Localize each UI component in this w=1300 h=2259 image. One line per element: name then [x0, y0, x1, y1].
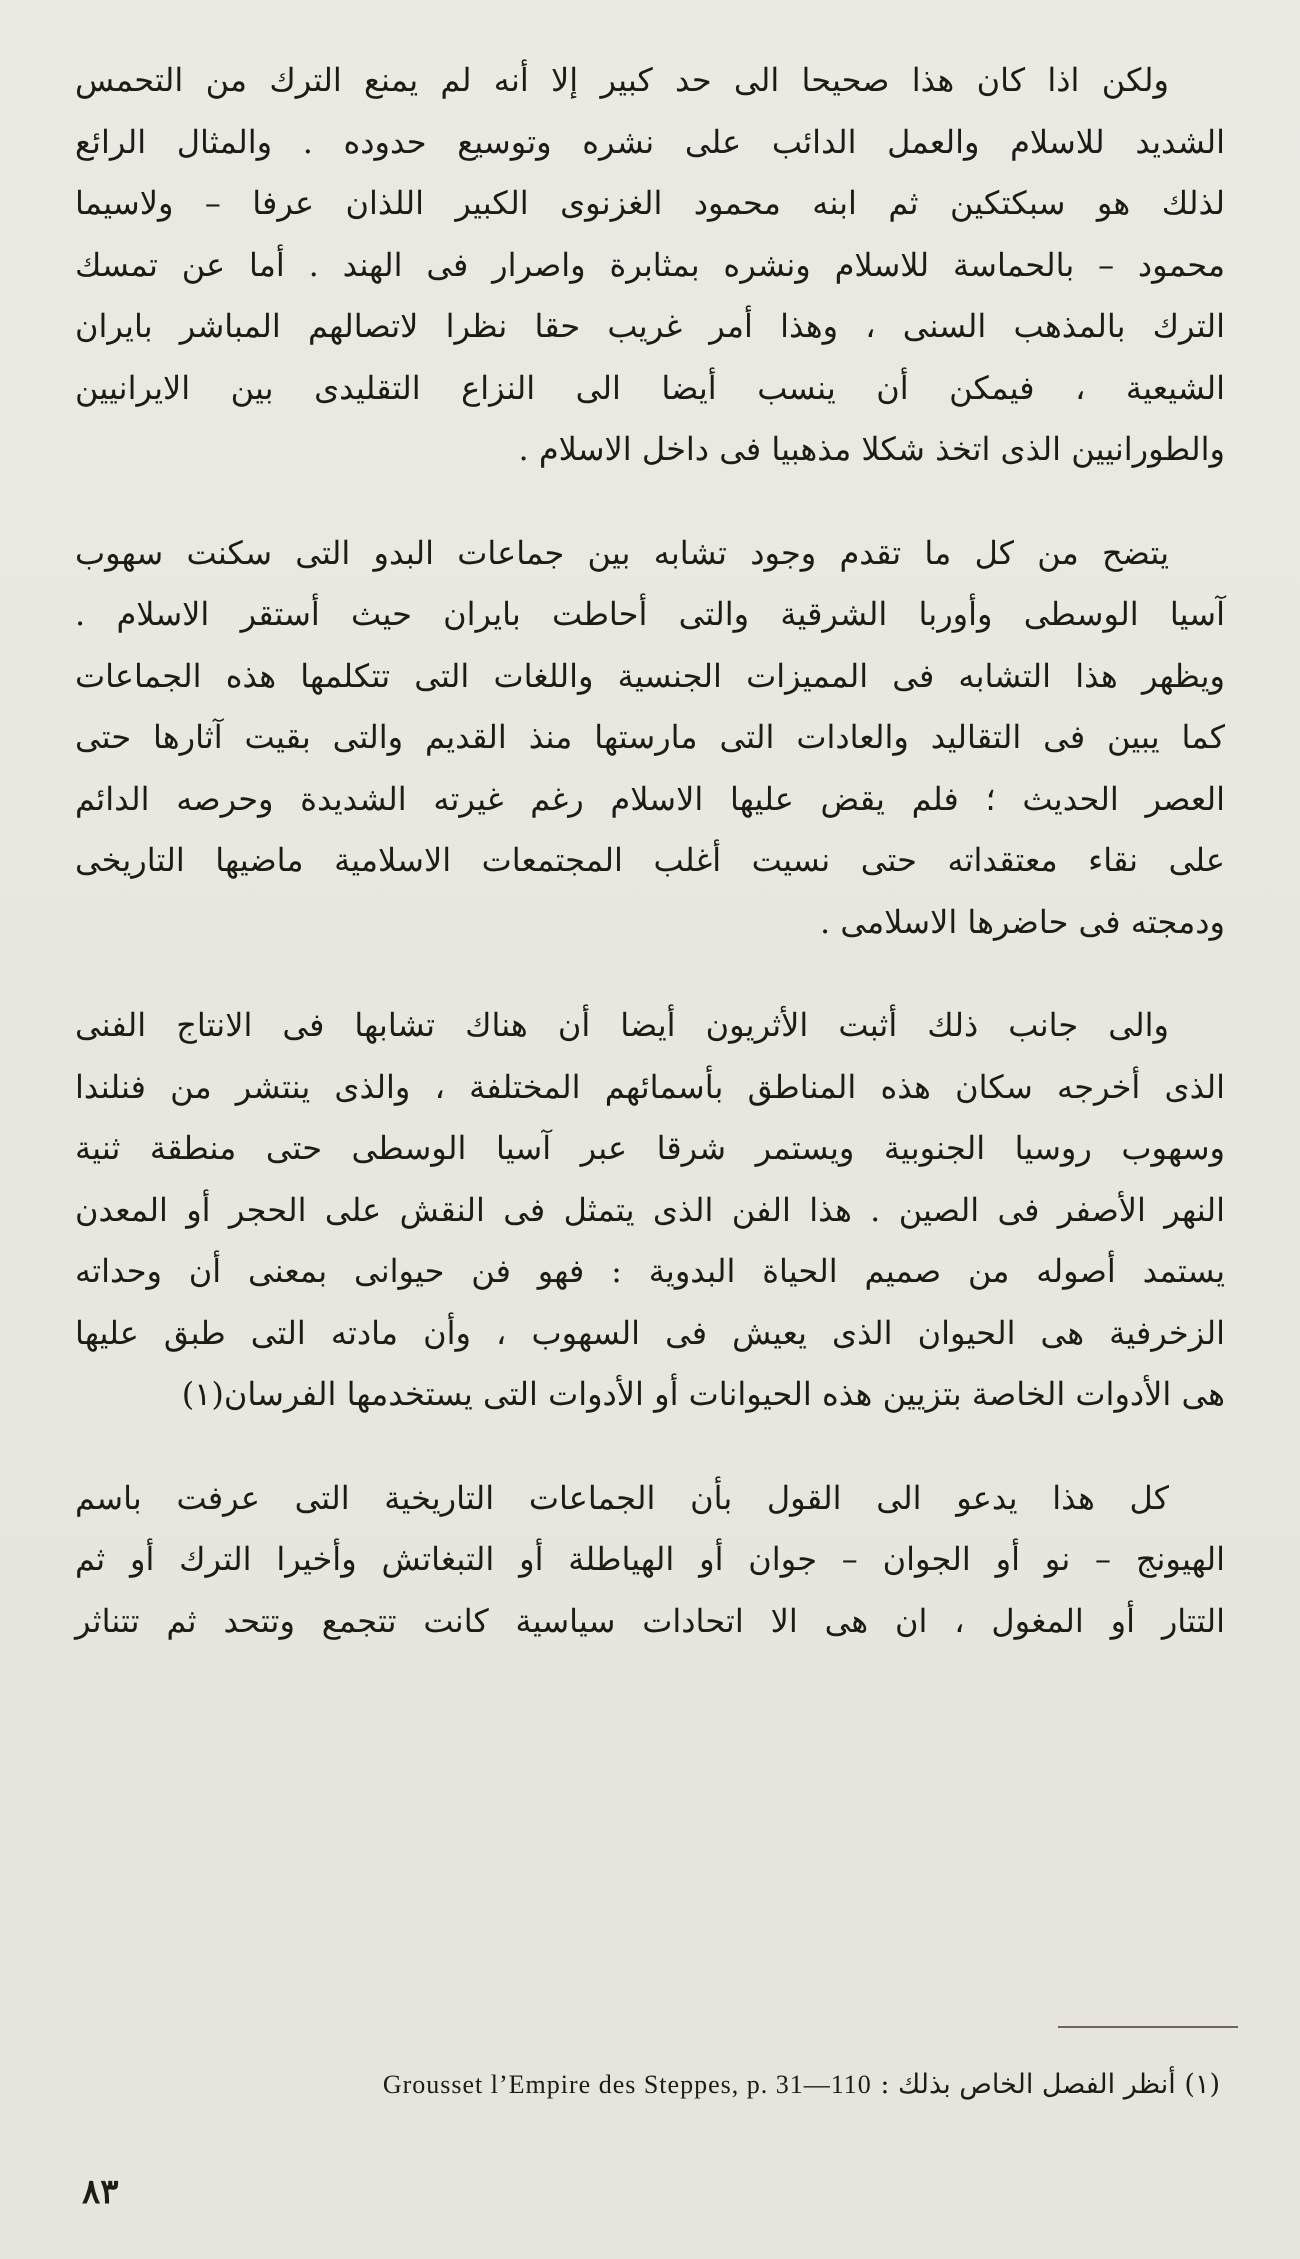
- text-line: محمود – بالحماسة للاسلام ونشره بمثابرة واصرار فى الهند . أما عن تمسك: [75, 245, 1225, 284]
- paragraph-1: [75, 50, 1225, 481]
- page-number: ٨٣: [82, 2172, 119, 2212]
- text-line: ودمجته فى حاضرها الاسلامى .: [820, 902, 1225, 941]
- text-line: الهيونج – نو أو الجوان – جوان أو الهياطلة أو التبغاتش وأخيرا الترك أو ثم: [75, 1540, 1225, 1578]
- text-line: ويظهر هذا التشابه فى المميزات الجنسية واللغات التى تتكلمها هذه الجماعات: [75, 656, 1226, 695]
- text-line: التتار أو المغول ، ان هى الا اتحادات سياسية كانت تتجمع وتتحد ثم تتناثر: [75, 1601, 1225, 1640]
- paragraph-2: [75, 523, 1225, 954]
- text-line: هى الأدوات الخاصة بتزيين هذه الحيوانات أو الأدوات التى يستخدمها الفرسان(١): [181, 1375, 1225, 1413]
- text-line: ولكن اذا كان هذا صحيحا الى حد كبير إلا أنه لم يمنع الترك من التحمس: [75, 61, 1169, 99]
- footnote: [140, 2065, 1220, 2105]
- text-line: الشديد للاسلام والعمل الدائب على نشره وتوسيع حدوده . والمثال الرائع: [75, 122, 1226, 161]
- text-line: يستمد أصوله من صميم الحياة البدوية : فهو فن حيوانى بمعنى أن وحداته: [75, 1252, 1225, 1290]
- text-line: يتضح من كل ما تقدم وجود تشابه بين جماعات البدو التى سكنت سهوب: [75, 533, 1169, 572]
- text-line: كما يبين فى التقاليد والعادات التى مارستها منذ القديم والتى بقيت آثارها حتى: [75, 718, 1225, 756]
- text-line: الشيعية ، فيمكن أن ينسب أيضا الى النزاع التقليدى بين الايرانيين: [75, 368, 1225, 407]
- paragraph-3: [75, 995, 1225, 1426]
- footnote-marker: (١): [1184, 2069, 1220, 2100]
- text-line: آسيا الوسطى وأوربا الشرقية والتى أحاطت بايران حيث أستقر الاسلام .: [75, 595, 1225, 633]
- text-line: الترك بالمذهب السنى ، وهذا أمر غريب حقا نظرا لاتصالهم المباشر بايران: [75, 307, 1225, 345]
- text-line: على نقاء معتقداته حتى نسيت أغلب المجتمعات الاسلامية ماضيها التاريخى: [75, 841, 1225, 879]
- text-line: النهر الأصفر فى الصين . هذا الفن الذى يتمثل فى النقش على الحجر أو المعدن: [75, 1190, 1226, 1229]
- text-line: وسهوب روسيا الجنوبية ويستمر شرقا عبر آسيا الوسطى حتى منطقة ثنية: [75, 1129, 1225, 1167]
- text-line: لذلك هو سبكتكين ثم ابنه محمود الغزنوى الكبير اللذان عرفا – ولاسيما: [75, 184, 1225, 222]
- text-line: الزخرفية هى الحيوان الذى يعيش فى السهوب ، وأن مادته التى طبق عليها: [75, 1313, 1225, 1352]
- text-line: والطورانيين الذى اتخذ شكلا مذهبيا فى داخل الاسلام .: [518, 430, 1225, 468]
- footnote-arabic-text: أنظر الفصل الخاص بذلك :: [880, 2069, 1176, 2100]
- body-text: [75, 50, 1225, 1652]
- text-line: الذى أخرجه سكان هذه المناطق بأسمائهم المختلفة ، والذى ينتشر من فنلندا: [75, 1067, 1225, 1106]
- paragraph-4: [75, 1468, 1225, 1653]
- text-line: العصر الحديث ؛ فلم يقض عليها الاسلام رغم غيرته الشديدة وحرصه الدائم: [75, 779, 1225, 818]
- text-line: كل هذا يدعو الى القول بأن الجماعات التاريخية التى عرفت باسم: [75, 1478, 1170, 1517]
- text-line: والى جانب ذلك أثبت الأثريون أيضا أن هناك تشابها فى الانتاج الفنى: [75, 1006, 1169, 1044]
- footnote-citation: Grousset l’Empire des Steppes, p. 31—110: [382, 2070, 872, 2099]
- footnote-divider: [1058, 2026, 1238, 2028]
